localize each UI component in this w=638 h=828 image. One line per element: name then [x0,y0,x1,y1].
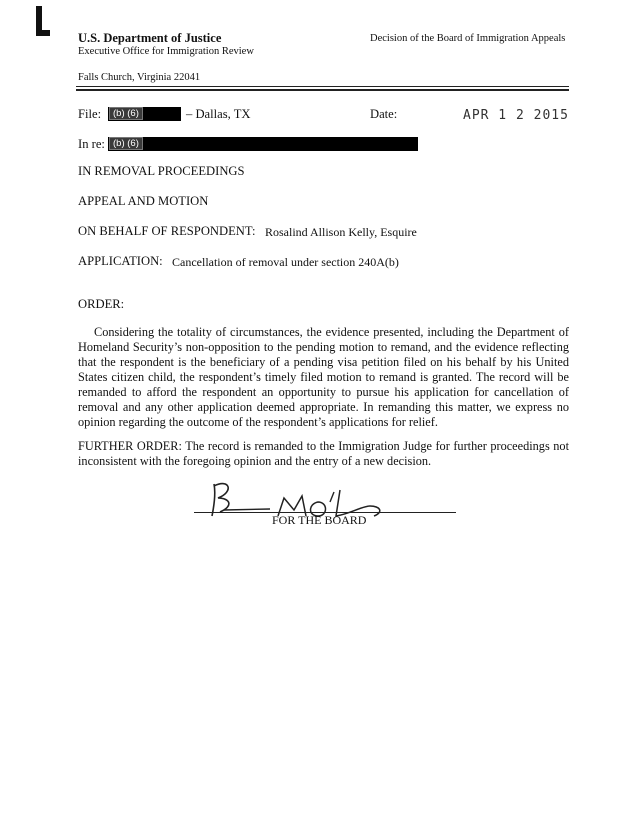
office-location: Falls Church, Virginia 22041 [78,72,201,83]
decision-title: Decision of the Board of Immigration Appeals [370,33,566,44]
department-name: U.S. Department of Justice [78,31,222,45]
further-order-paragraph [78,439,569,469]
header-rule-thin [76,86,569,87]
order-heading: ORDER: [78,297,125,311]
application-value: Cancellation of removal under section 240A(b) [172,255,399,269]
appeal-heading: APPEAL AND MOTION [78,194,209,208]
file-redaction-code: (b) (6) [109,107,143,120]
date-label: Date: [370,107,398,121]
file-label: File: [78,107,102,121]
inre-redaction [108,137,418,151]
behalf-value: Rosalind Allison Kelly, Esquire [265,225,417,239]
scan-margin-mark-foot [36,30,50,36]
order-paragraph [78,325,569,430]
further-order-text: FURTHER ORDER: The record is remanded to the Immigration Judge for further proceedings not inconsistent with the foregoing opinion and the entry of a new decision. [78,439,569,468]
order-text: Considering the totality of circumstances, the evidence presented, including the Department of Homeland Security’s non-opposition to the pending motion to remand, and the evidence reflecting that the respondent is the beneficiary of a pending visa petition filed on his behalf by his United States citizen child, the respondent’s timely filed motion to remand is granted. The record will be remanded to afford the respondent an opportunity to pursue his application for cancellation of removal and any other application deemed appropriate. In remanding this matter, we express no opinion regarding the outcome of the respondent’s applications for relief. [78,325,569,429]
header-rule-thick [76,89,569,91]
inre-label: In re: [78,137,105,151]
application-label: APPLICATION: [78,254,163,268]
behalf-label: ON BEHALF OF RESPONDENT: [78,224,256,238]
date-stamp: APR 1 2 2015 [463,108,569,123]
proceedings-heading: IN REMOVAL PROCEEDINGS [78,164,245,178]
file-city: – Dallas, TX [186,107,251,121]
file-redaction [108,107,181,121]
inre-redaction-code: (b) (6) [109,137,143,150]
signature-label: FOR THE BOARD [272,513,367,527]
office-name: Executive Office for Immigration Review [78,46,254,57]
